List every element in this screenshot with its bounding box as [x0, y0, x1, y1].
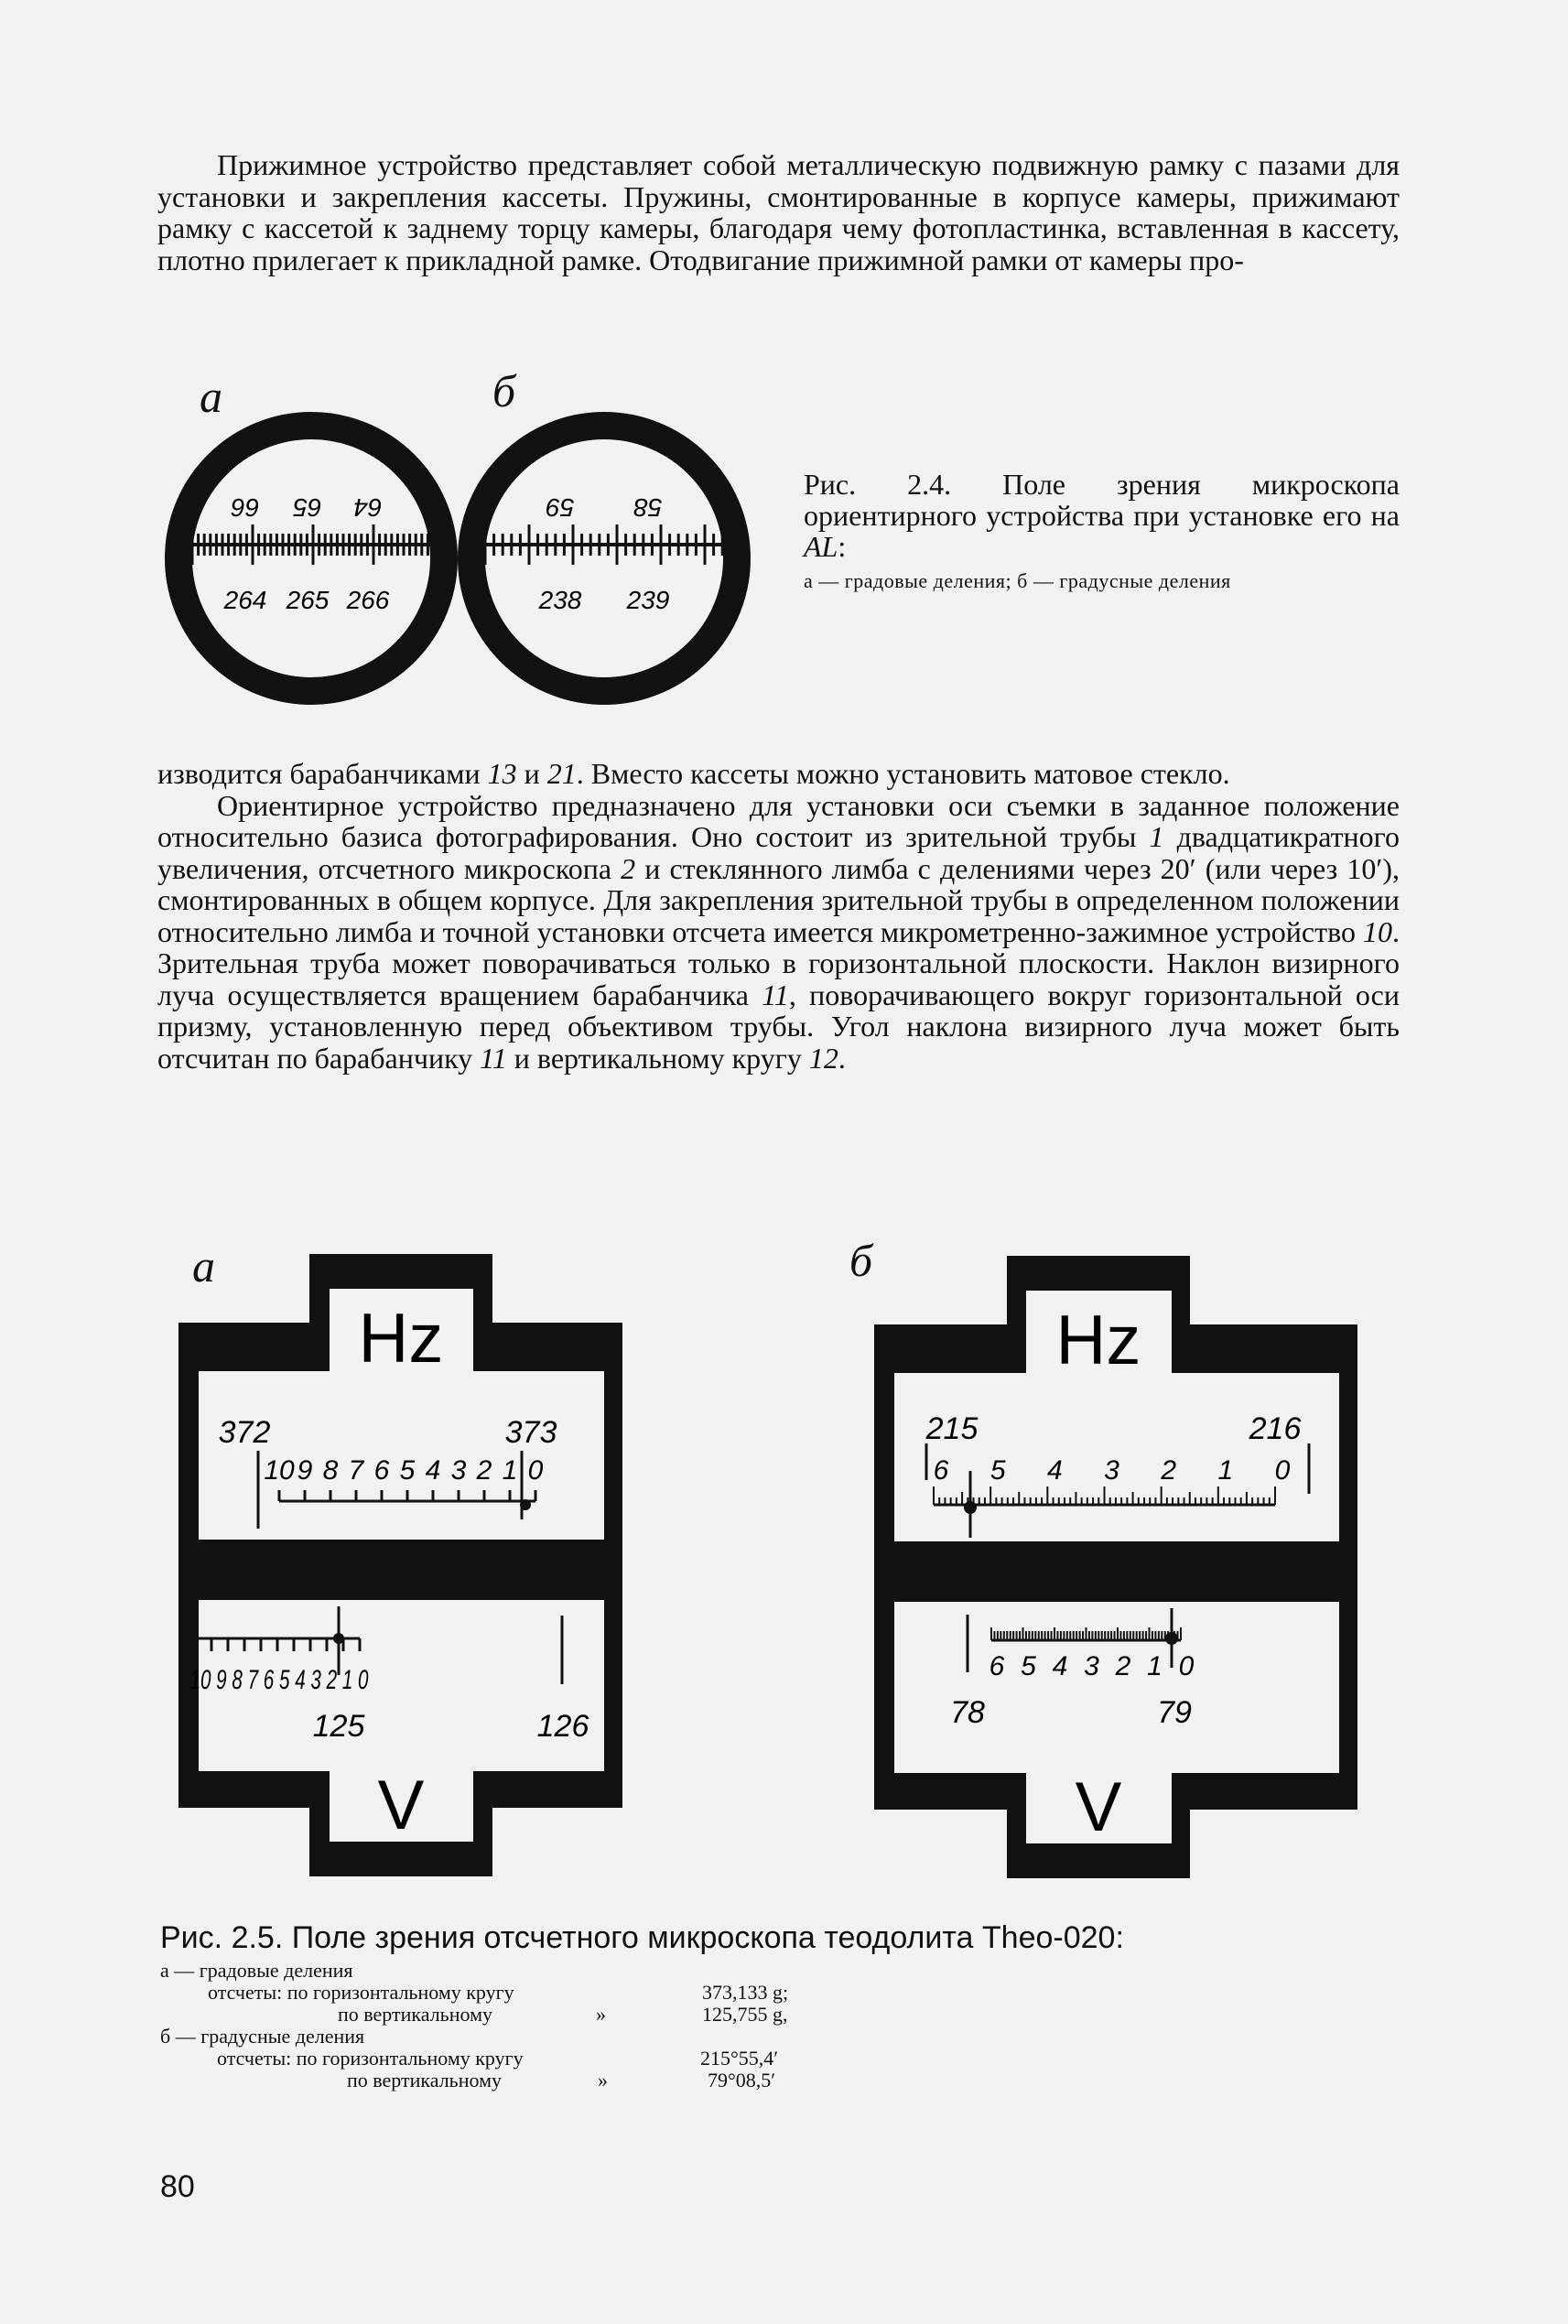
fig25-b-v-tick-label: 1 — [1147, 1651, 1162, 1681]
fig25-a-hz-tick-label: 0 — [527, 1455, 544, 1486]
fig24-b-bot-1: 238 — [538, 586, 582, 614]
fig25-b-hz-tick-label: 4 — [1046, 1455, 1063, 1486]
paragraph-middle-2: Ориентирное устройство предназначено для установки оси съемки в заданное положение относительно базиса фотографирования. Оно состоит из зрительной трубы 1 двадцатикратного увеличения, отсчетного микроскопа 2 и стеклянного лимба с делениями через 20′ (или через 10′), смонтированных в общем корпусе. Для закрепления зрительной трубы в определенном положении относительно лимба и точной установки отсчета имеется микрометренно-зажимное устройство 10. Зрительная труба может поворачиваться только в горизонтальной плоскости. Наклон визирного луча осуществляется вращением барабанчика 11, поворачивающего вокруг горизонтальной оси призму, установленную перед объективом трубы. Угол наклона визирного луча может быть отсчитан по барабанчику 11 и вертикальному кругу 12. — [157, 788, 1400, 1075]
fig24-b-bot-2: 239 — [626, 586, 670, 614]
fig25-b-hz-tick-label: 6 — [933, 1455, 949, 1486]
fig24-a-top-2: 65 — [293, 493, 322, 522]
fig25-b-hz-tick-label: 1 — [1217, 1455, 1234, 1486]
fig25-a-hz-tick-label: 10 — [264, 1455, 295, 1486]
fig25-a-hz-tick-label: 2 — [476, 1455, 492, 1486]
fig25-cap-a-l2-label: по вертикальному — [338, 2003, 492, 2026]
paragraph-top — [157, 149, 1400, 276]
fig25-b-v-tick-label: 5 — [1021, 1651, 1036, 1681]
fig25-a-hz-left: 372 — [218, 1415, 271, 1450]
fig25-cap-a-l2-value: 125,755 g, — [702, 2003, 788, 2026]
fig24-a-bot-1: 264 — [223, 586, 267, 614]
fig25-caption — [160, 1919, 1405, 2092]
fig25-cap-b-l2-value: 79°08,5′ — [708, 2069, 776, 2092]
fig25-b-v-tick-label: 4 — [1052, 1651, 1068, 1681]
fig25-cap-b-l1-value: 215°55,4′ — [700, 2047, 779, 2070]
fig25-a-hz-tick-label: 9 — [297, 1455, 313, 1486]
fig25-a-hz-tick-label: 1 — [502, 1455, 518, 1486]
fig25-a-hz-tick-label: 4 — [425, 1455, 441, 1486]
fig25-cap-a-l1-label: отсчеты: по горизонтальному кругу — [208, 1981, 514, 2004]
fig25-a-v-right: 126 — [536, 1709, 589, 1744]
figure-2-4 — [165, 403, 778, 714]
paragraph-middle — [157, 758, 1400, 1074]
paragraph-top-text: Прижимное устройство представляет собой металлическую подвижную рамку с пазами для установки и закрепления кассеты. Пружины, смонтированные в корпусе камеры, прижимают рамку с кассетой к заднему торцу камеры, благодаря чему фотопластинка, вставленная в кассету, плотно прилегает к прикладной рамке. Отодвигание прижимной рамки от камеры про- — [157, 148, 1400, 276]
fig25-a-v-ticks: 10 9 8 7 6 5 4 3 2 1 0 — [189, 1665, 369, 1695]
paragraph-middle-1: изводится барабанчиками 13 и 21. Вместо кассеты можно установить матовое стекло. — [157, 757, 1230, 790]
fig25-a-hz-tick-label: 7 — [348, 1455, 364, 1486]
fig25-b-v-tick-label: 0 — [1178, 1651, 1195, 1681]
fig25-b-hz-tick-label: 3 — [1104, 1455, 1119, 1486]
fig24-caption — [804, 469, 1400, 591]
fig25-b-hz-right: 216 — [1249, 1411, 1302, 1446]
fig25-a-v-left: 125 — [312, 1709, 365, 1744]
fig25-panel-a — [178, 1254, 627, 1876]
fig25-b-hz-left: 215 — [925, 1411, 979, 1446]
fig24-b-top-2: 58 — [633, 493, 663, 522]
fig24-a-bot-2: 265 — [286, 586, 330, 614]
fig24-circle-b — [471, 426, 737, 691]
fig24-circle-a — [178, 426, 444, 691]
fig25-a-hz-tick-label: 8 — [322, 1455, 339, 1486]
fig25-cap-a-title: а — градовые деления — [160, 1959, 353, 1982]
fig25-a-hz-tick-label: 6 — [373, 1455, 390, 1486]
fig24-b-top-1: 59 — [546, 493, 575, 522]
fig25-b-v: V — [1075, 1768, 1122, 1846]
fig25-a-v: V — [377, 1767, 425, 1844]
fig24-label-a: а — [200, 371, 222, 422]
fig25-panel-b — [874, 1256, 1359, 1878]
fig25-cap-b-l1-label: отсчеты: по горизонтальному кругу — [217, 2047, 524, 2070]
fig25-b-v-tick-label: 6 — [989, 1651, 1005, 1681]
fig25-b-hz-tick-label: 0 — [1274, 1455, 1291, 1486]
fig25-a-hz-right: 373 — [504, 1415, 557, 1450]
fig25-b-hz-tick-label: 5 — [989, 1455, 1006, 1486]
fig25-a-hz: Hz — [358, 1300, 444, 1378]
fig25-caption-head: Рис. 2.5. Поле зрения отсчетного микроскопа теодолита Theo-020: — [160, 1920, 1124, 1955]
fig25-b-hz-tick-label: 2 — [1161, 1455, 1177, 1486]
fig25-a-hz-tick-label: 5 — [399, 1455, 416, 1486]
fig25-b-v-tick-label: 2 — [1115, 1651, 1131, 1681]
fig25-a-hz-tick-label: 3 — [450, 1455, 467, 1486]
fig25-b-v-right: 79 — [1157, 1695, 1192, 1730]
fig25-b-v-left: 78 — [950, 1695, 985, 1730]
fig25-label-b: б — [849, 1235, 873, 1286]
fig24-caption-sub: а — градовые деления; б — градусные деления — [804, 569, 1231, 592]
fig24-a-bot-3: 266 — [346, 586, 390, 614]
fig24-caption-head: Рис. 2.4. Поле зрения микроскопа ориентирного устройства при установке его на AL: — [804, 468, 1400, 563]
fig25-cap-a-l1-value: 373,133 g; — [702, 1981, 789, 2004]
fig25-cap-b-l2-label: по вертикальному — [347, 2069, 502, 2092]
fig24-label-b: б — [492, 365, 516, 416]
fig25-cap-b-l2-mark: » — [598, 2069, 608, 2092]
page-number: 80 — [160, 2169, 195, 2204]
fig25-cap-b-title: б — градусные деления — [160, 2025, 365, 2048]
fig24-a-top-3: 64 — [353, 493, 383, 522]
fig25-cap-a-l2-mark: » — [596, 2003, 606, 2026]
fig25-b-v-tick-label: 3 — [1084, 1651, 1099, 1681]
fig25-b-hz: Hz — [1055, 1302, 1141, 1379]
fig24-a-top-1: 66 — [231, 493, 260, 522]
fig25-label-a: а — [192, 1240, 215, 1292]
